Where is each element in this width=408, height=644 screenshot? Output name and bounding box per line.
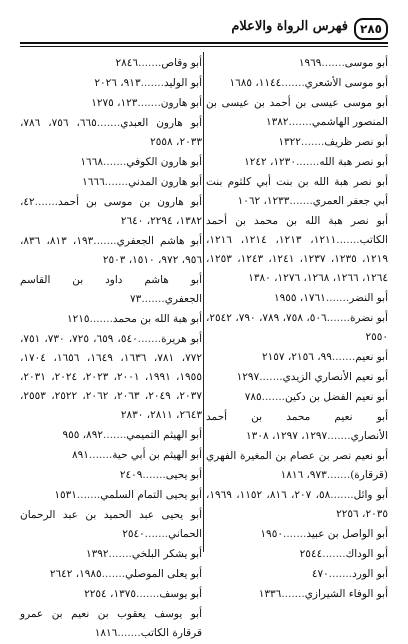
leader-dots: ....... — [326, 469, 351, 481]
header-rule — [20, 42, 388, 44]
entry-name: أبو الوليد — [163, 77, 202, 89]
index-entry — [20, 506, 202, 544]
header-rule-thin — [20, 46, 388, 47]
entry-name: أبو نعيم — [355, 351, 388, 363]
index-entry — [206, 408, 388, 446]
entry-name: أبو الوداك — [345, 548, 388, 560]
entry-refs: ١٢٣٣، ١٠٦٢ — [237, 195, 290, 207]
entry-refs: ١١٤٤، ١٦٨٥ — [229, 77, 282, 89]
entry-name: أبو نصر هبة الله بن محمد بن أحمد الكاتب — [206, 215, 388, 246]
leader-dots: ....... — [144, 528, 169, 540]
leader-dots: ....... — [136, 588, 160, 600]
index-entry — [206, 212, 388, 288]
index-entry — [20, 114, 202, 152]
entry-refs: ٩٩، ٢١٥٦، ٢١٥٧ — [262, 351, 332, 363]
leader-dots: ....... — [282, 528, 307, 540]
leader-dots: ....... — [34, 196, 59, 208]
leader-dots: ....... — [117, 627, 141, 639]
entry-name: أبو الوفاء الشيرازي — [304, 588, 388, 600]
leader-dots: ....... — [93, 235, 117, 247]
leader-dots: ....... — [88, 449, 113, 461]
entry-refs: ٤٧٠ — [311, 568, 329, 580]
entry-refs: ٧٣ — [130, 293, 142, 305]
leader-dots: ....... — [295, 156, 320, 168]
leader-dots: ....... — [331, 351, 356, 363]
column-divider — [203, 52, 204, 552]
leader-dots: ....... — [330, 489, 354, 501]
leader-dots: ....... — [102, 156, 127, 168]
entry-refs: ١٣٩٢ — [85, 548, 109, 560]
entry-name: أبو هبة الله بن محمد — [112, 313, 202, 325]
index-entry — [206, 447, 388, 485]
entry-name: أبو الهيثم بن أبي حية — [112, 449, 202, 461]
entry-name: أبو هاشم داود بن القاسم الجعفري — [20, 274, 202, 305]
index-entry — [20, 446, 202, 465]
entry-name: أبو الورد — [352, 568, 388, 580]
index-entry — [206, 565, 388, 584]
index-entry — [206, 545, 388, 564]
entry-refs: ٢٨٤٦ — [115, 57, 139, 69]
entry-refs: ١٨١٦ — [94, 627, 118, 639]
leader-dots: ....... — [328, 568, 353, 580]
entry-name: أبو هارون — [160, 97, 202, 109]
leader-dots: ....... — [137, 333, 162, 345]
entry-refs: ١٢٩٧، ١٢٩٧، ١٣٠٨ — [246, 430, 328, 442]
leader-dots: ....... — [321, 57, 345, 69]
leader-dots: ....... — [259, 371, 283, 383]
entry-refs: ٥٠٦، ٧٥٨، ٧٨٩، ٧٩٠، ٢٥٤٢، ٢٥٥٠ — [206, 312, 388, 343]
index-entry — [206, 173, 388, 211]
entry-refs: ١٢١١، ١٢١٣، ١٢١٤، ١٢١٦، ١٢١٩، ١٢٣٥، ١٢٣٧، ١٢٤١، ١٢٤٣، ١٢٥٣، ١٢٦٤، ١٢٦٦، ١٢٦٨، ١٢٧٦، ١٣٨٠ — [206, 234, 388, 284]
entry-name: أبو النضر — [349, 292, 388, 304]
leader-dots: ....... — [141, 293, 165, 305]
entry-name: أبو موسى — [344, 57, 388, 69]
entry-name: أبو الواصل بن عبيد — [306, 528, 388, 540]
entry-name: أبو يحيى التمام السلمي — [100, 489, 202, 501]
entry-name: أبو يوسف — [159, 588, 202, 600]
entry-name: أبو نصر هبة الله بن بنت أبي كلثوم بنت أبي جعفر العمري — [206, 176, 388, 207]
index-entry — [206, 309, 388, 347]
entry-name: أبو هارون الكوفي — [126, 156, 202, 168]
leader-dots: ....... — [322, 548, 346, 560]
index-entry — [20, 193, 202, 231]
index-entry — [20, 271, 202, 309]
leader-dots: ....... — [281, 588, 305, 600]
entry-refs: ١٣٢٢ — [278, 136, 301, 148]
leader-dots: ....... — [137, 97, 161, 109]
leader-dots: ....... — [327, 430, 351, 442]
entry-refs: ٨٩٢، ٩٥٥ — [62, 429, 104, 441]
entry-refs: ٢٥٤٠ — [122, 528, 145, 540]
index-entry — [20, 232, 202, 270]
entry-name: أبو نصر ظريف — [324, 136, 388, 148]
entry-refs: ٩٧٣، ١٨١٦ — [280, 469, 327, 481]
running-header — [20, 14, 388, 40]
index-entry — [20, 486, 202, 505]
index-entry — [206, 133, 388, 152]
entry-name: أبو موسى عيسى بن أحمد بن عيسى بن المنصور الهاشمي — [206, 97, 388, 128]
leader-dots: ....... — [326, 312, 351, 324]
index-entry — [20, 545, 202, 564]
index-entry — [20, 330, 202, 425]
entry-refs: ١٦٦٦ — [82, 176, 105, 188]
entry-name: أبو يعلى الموصلي — [125, 568, 202, 580]
index-entry — [206, 388, 388, 407]
leader-dots: ....... — [140, 77, 164, 89]
index-entry — [206, 525, 388, 544]
index-entry — [206, 54, 388, 73]
leader-dots: ....... — [89, 313, 113, 325]
entry-name: أبو الهيثم التميمي — [126, 429, 202, 441]
entry-name: أبو يشكر البلخي — [131, 548, 202, 560]
entry-refs: ١٩٣، ٨١٣، ٨٣٦، ٩٥٦، ٩٧٢، ١٥١٠، ٢٥٠٣ — [20, 235, 202, 266]
entry-refs: ٢٤٠٩ — [119, 469, 143, 481]
entry-name: أبو وائل — [353, 489, 389, 501]
index-column-left — [20, 54, 202, 644]
entry-name: أبو هريرة — [161, 333, 202, 345]
entry-refs: ٦٦٥، ٧٥٦، ٧٨٦، ٢٠٣٣، ٢٥٥٨ — [20, 117, 202, 148]
entry-name: أبو هاشم الجعفري — [116, 235, 202, 247]
entry-refs: ١٧٦١، ١٩٥٥ — [273, 292, 326, 304]
entry-name: أبو هارون المدني — [128, 176, 202, 188]
entry-name: أبو نصر هبة الله — [319, 156, 388, 168]
entry-refs: ٤٢، ١٣٨٢، ٢٢٩٤، ٢٦٤٠ — [20, 196, 202, 227]
entry-name: أبو هارون بن موسى بن أحمد — [58, 196, 202, 208]
entry-name: أبو يحيى — [165, 469, 202, 481]
entry-refs: ٥٨، ٢٠٧، ٨١٦، ١١٥٢، ١٩٦٩، ٢٠٣٥، ٢٢٥٦ — [206, 489, 388, 520]
index-entry — [206, 289, 388, 308]
leader-dots: ....... — [96, 117, 121, 129]
index-entry — [206, 74, 388, 93]
entry-name: أبو نعيم محمد بن أحمد الأنصاري — [206, 411, 388, 442]
leader-dots: ....... — [325, 292, 350, 304]
index-entry — [20, 565, 202, 584]
entry-name: أبو يوسف يعقوب بن نعيم بن عمرو قرقارة الكاتب — [20, 608, 202, 639]
index-entry — [20, 310, 202, 329]
index-entry — [20, 466, 202, 485]
entry-name: أبو هارون العبدي — [120, 117, 202, 129]
index-entry — [206, 153, 388, 172]
leader-dots: ....... — [108, 548, 132, 560]
entry-refs: ١٣٣٦ — [258, 588, 282, 600]
index-entry — [20, 585, 202, 604]
index-entry — [20, 153, 202, 172]
entry-refs: ٢٥٤٤ — [299, 548, 323, 560]
leader-dots: ....... — [76, 489, 101, 501]
leader-dots: ....... — [138, 57, 162, 69]
index-entry — [206, 368, 388, 387]
page-number: ٢٨٥ — [354, 18, 388, 40]
entry-refs: ١٢٣، ١٢٧٥ — [91, 97, 138, 109]
leader-dots: ....... — [336, 234, 360, 246]
entry-name: أبو يحيى عبد الحميد بن عبد الرحمان الحماني — [20, 509, 202, 540]
entry-refs: ١٩٦٩ — [298, 57, 322, 69]
leader-dots: ....... — [289, 195, 313, 207]
index-entry — [20, 173, 202, 192]
leader-dots: ....... — [281, 77, 305, 89]
index-entry — [206, 94, 388, 132]
entry-refs: ١٥٣١ — [54, 489, 77, 501]
leader-dots: ....... — [103, 429, 127, 441]
entry-refs: ١٣٨٢ — [265, 116, 289, 128]
index-entry — [20, 54, 202, 73]
entry-refs: ١٣٧٥، ٢٢٥٤ — [84, 588, 136, 600]
index-entry — [20, 426, 202, 445]
entry-name: أبو نعيم الفضل بن دكين — [285, 391, 388, 403]
index-column-right — [206, 54, 388, 605]
index-entry — [206, 348, 388, 367]
entry-refs: ٥٤٠، ٦٥٩، ٧٢٥، ٧٣٠، ٧٥١، ٧٧٢، ٧٨١، ١٦٣٦، ١٦٤٩، ١٦٥٦، ١٧٠٤، ١٩٥٥، ١٩٩١، ٢٠٠١، ٢٠٢٣، ٢٠٢٤، ٢٠٣١، ٢٠٣٧، ٢٠٤٩، ٢٠٦٣، ٢٠٦٢، ٢٥٢٢، ٢٥٥٣، ٢٦٤٣، ٢٨١١، ٢٨٣٠ — [20, 333, 203, 421]
index-entry — [20, 94, 202, 113]
entry-refs: ١٩٨٥، ٢٦٤٢ — [49, 568, 102, 580]
index-entry — [20, 74, 202, 93]
entry-refs: ٩١٣، ٢٠٢٦ — [94, 77, 141, 89]
index-entry — [20, 605, 202, 643]
leader-dots: ....... — [300, 136, 325, 148]
leader-dots: ....... — [288, 116, 312, 128]
index-entry — [206, 486, 388, 524]
entry-name: أبو نضرة — [350, 312, 388, 324]
entry-refs: ١٢١٥ — [66, 313, 90, 325]
entry-refs: ٨٩١ — [72, 449, 89, 461]
entry-refs: ١٩٥٠ — [260, 528, 283, 540]
entry-name: أبو موسى الأشعري — [304, 77, 388, 89]
page-title: فهرس الرواة والاعلام — [231, 19, 348, 34]
entry-name: أبو وقاص — [161, 57, 202, 69]
leader-dots: ....... — [261, 391, 285, 403]
entry-refs: ٧٨٥ — [244, 391, 262, 403]
leader-dots: ....... — [101, 568, 126, 580]
entry-refs: ١٦٦٨ — [80, 156, 103, 168]
entry-name: أبو نعيم نصر بن عصام بن المغيرة الفهري (قرقارة) — [206, 450, 388, 481]
leader-dots: ....... — [104, 176, 129, 188]
entry-refs: ١٢٩٧ — [236, 371, 260, 383]
entry-refs: ١٢٣٠، ١٢٤٢ — [244, 156, 296, 168]
leader-dots: ....... — [142, 469, 166, 481]
index-entry — [206, 585, 388, 604]
entry-name: أبو نعيم الأنصاري الزيدي — [282, 371, 388, 383]
